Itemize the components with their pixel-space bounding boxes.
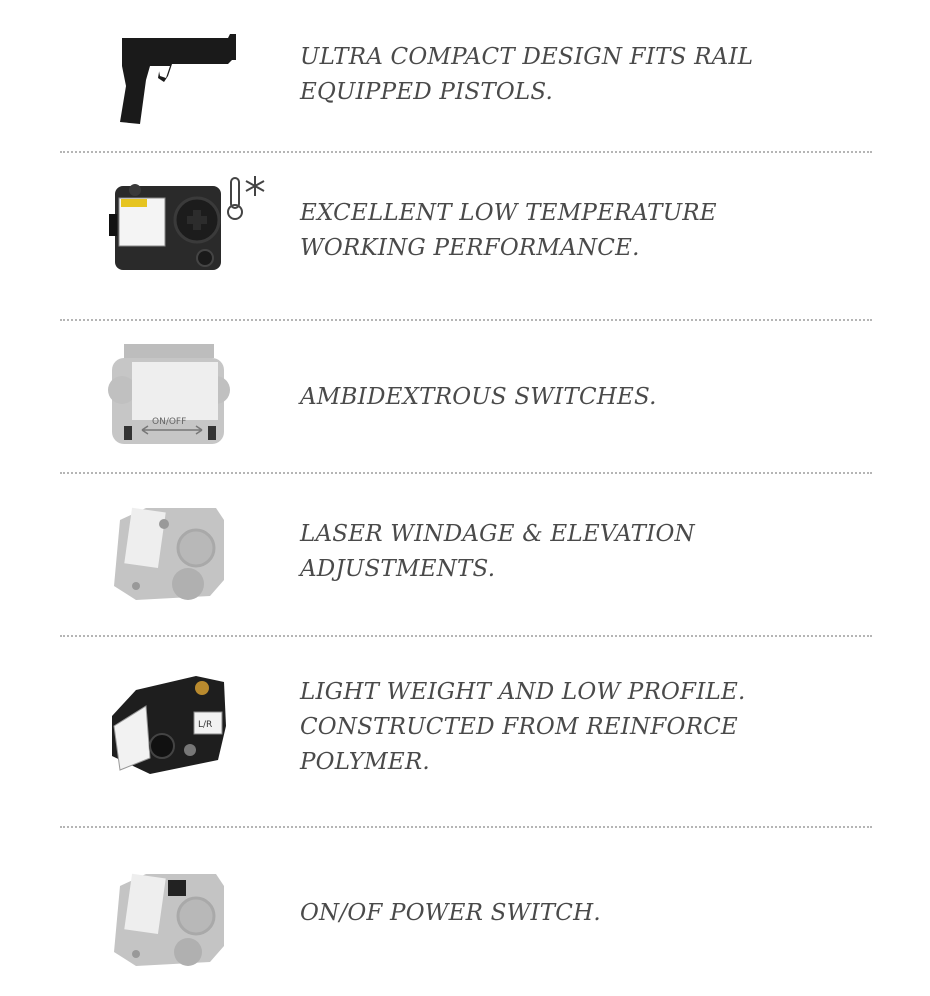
divider [60, 472, 872, 474]
divider [60, 826, 872, 828]
laser-profile-icon [106, 666, 246, 776]
feature-line: CONSTRUCTED FROM REINFORCE [300, 714, 738, 740]
feature-text [300, 675, 860, 780]
ambidextrous-switch-icon [104, 340, 244, 450]
feature-line: ADJUSTMENTS. [300, 556, 496, 582]
power-switch-icon [106, 866, 246, 976]
feature-line: ON/OF POWER SWITCH. [300, 900, 601, 926]
laser-adjust-icon [106, 500, 246, 610]
divider [60, 635, 872, 637]
divider [60, 151, 872, 153]
feature-line: LASER WINDAGE & ELEVATION [300, 521, 695, 547]
feature-line: EQUIPPED PISTOLS. [300, 79, 554, 105]
on-off-label: ON/OFF [152, 417, 187, 427]
feature-line: AMBIDEXTROUS SWITCHES. [300, 384, 657, 410]
feature-text [300, 196, 860, 266]
laser-cold-icon [105, 172, 275, 282]
feature-line: EXCELLENT LOW TEMPERATURE [300, 200, 717, 226]
feature-line: ULTRA COMPACT DESIGN FITS RAIL [300, 44, 754, 70]
feature-text [300, 40, 860, 110]
feature-text [300, 380, 860, 415]
feature-text [300, 517, 860, 587]
feature-line: LIGHT WEIGHT AND LOW PROFILE. [300, 679, 746, 705]
pistol-icon [110, 30, 250, 140]
feature-text [300, 896, 860, 931]
feature-line: POLYMER. [300, 749, 430, 775]
divider [60, 319, 872, 321]
feature-line: WORKING PERFORMANCE. [300, 235, 640, 261]
lr-label: L/R [198, 720, 213, 730]
